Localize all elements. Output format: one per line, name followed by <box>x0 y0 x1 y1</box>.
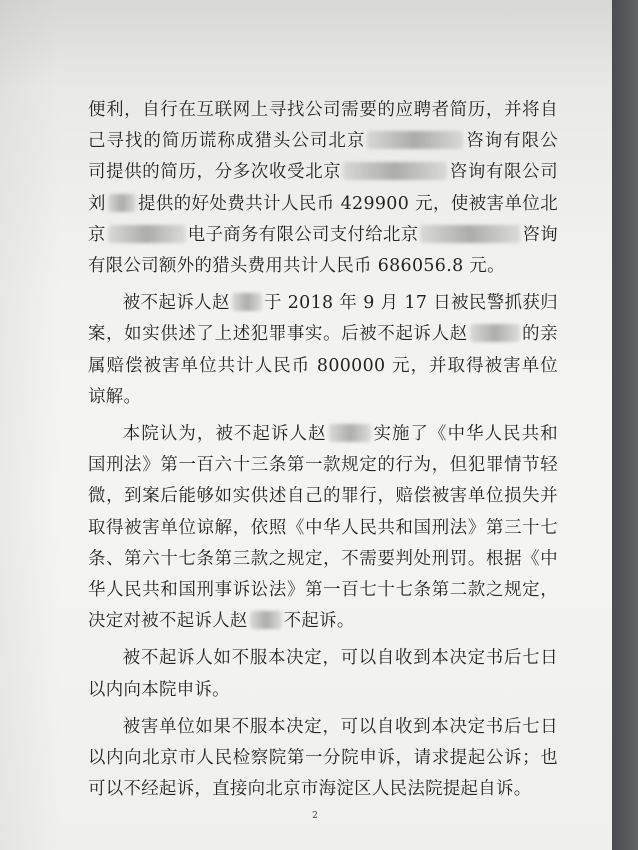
top-shadow <box>0 0 612 90</box>
document-body <box>88 95 558 811</box>
text-segment: 被害单位如果不服本决定，可以自收到本决定书后七日以内向北京市人民检察院第一分院申诉，请求提起公诉；也可以不经起诉，直接向北京市海淀区人民法院提起自诉。 <box>88 716 558 800</box>
paragraph-facts <box>88 95 558 282</box>
text-segment: 不起诉。 <box>283 611 355 632</box>
text-segment: 的亲属赔偿被害单位共计人民币 800000 元，并取得被害单位谅解。 <box>88 324 559 407</box>
page-number: 2 <box>312 811 318 821</box>
redacted-company-name <box>108 225 186 243</box>
text-segment: 咨询有限公司额外的猎头费用共计人民币 686056.8 元。 <box>88 224 558 277</box>
redacted-person-name <box>250 611 282 629</box>
paragraph-arrest <box>88 288 558 413</box>
left-shadow <box>0 0 60 850</box>
redacted-person-name <box>329 424 371 442</box>
text-segment: 电子商务有限公司支付给北京 <box>187 224 419 245</box>
redacted-company-name <box>343 162 447 180</box>
text-segment: 本院认为，被不起诉人赵 <box>122 424 327 445</box>
text-segment: 于 2018 年 9 月 17 日被民警抓获归案，如实供述了上述犯罪事实。后被不起诉人赵 <box>88 293 558 345</box>
paragraph-decision <box>88 419 558 637</box>
paragraph-appeal-victim <box>88 712 558 806</box>
redacted-person-name <box>232 293 262 311</box>
redacted-person-name <box>470 324 520 342</box>
background-edge <box>612 0 638 850</box>
text-segment: 咨询有限公司刘 <box>88 162 558 214</box>
text-segment: 实施了《中华人民共和国刑法》第一百六十三条第一款规定的行为，但犯罪情节轻微，到案后能够如实供述自己的罪行，赔偿被害单位损失并取得被害单位谅解，依照《中华人民共和国刑法》第三十七条、第六十七条第三款之规定，不需要判处刑罚。根据《中华人民共和国刑事诉讼法》第一百七十七条第二款之规定，决定对被不起诉人赵 <box>88 424 558 632</box>
redacted-person-name <box>108 194 136 212</box>
redacted-company-name <box>367 131 463 149</box>
text-segment: 便利，自行在互联网上寻找公司需要的应聘者简历，并将自己寻找的简历谎称成猎头公司北京 <box>88 100 558 152</box>
text-segment: 被不起诉人赵 <box>122 293 230 314</box>
text-segment: 咨询有限公司提供的简历，分多次收受北京 <box>88 131 558 183</box>
text-segment: 被不起诉人如不服本决定，可以自收到本决定书后七日以内向本院申诉。 <box>88 648 558 700</box>
text-segment: 提供的好处费共计人民币 429900 元，使被害单位北京 <box>88 193 558 245</box>
paragraph-appeal-defendant <box>88 643 558 705</box>
redacted-company-name <box>420 225 520 243</box>
